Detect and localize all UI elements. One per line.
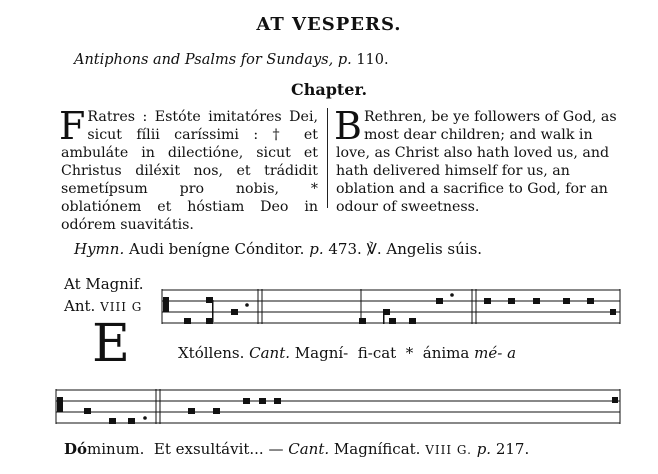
column-divider <box>327 108 328 208</box>
antiphon-ant: Ant. <box>64 297 96 315</box>
lyrics2-page: 217. <box>495 440 530 458</box>
lyrics1-cant: Cant. <box>249 344 291 362</box>
hymn-line <box>74 240 482 258</box>
versicle-text: Angelis súis. <box>386 240 483 258</box>
lyrics2-bold: Dó <box>64 440 88 458</box>
lyrics1-italic: mé- a <box>474 344 517 362</box>
lyrics2-cant: Cant. <box>288 440 330 458</box>
lyrics2-text2: Magníficat. <box>333 440 421 458</box>
english-dropcap: B <box>334 104 362 148</box>
lyrics1-text1: Xtóllens. <box>178 344 245 362</box>
antiphon-initial: E <box>92 314 130 374</box>
antiphon-lyrics-line1 <box>178 344 516 362</box>
lyrics1-text2: Magní- fi-cat * ánima <box>294 344 470 362</box>
hymn-label: Hymn. <box>74 240 125 258</box>
hymn-text: Audi benígne Cónditor. <box>129 240 305 258</box>
subtitle <box>74 52 389 68</box>
page-title: AT VESPERS. <box>256 14 402 35</box>
subtitle-text: Antiphons and Psalms for Sundays, <box>74 52 334 68</box>
english-column <box>334 104 624 216</box>
hymn-page: 473. <box>328 240 362 258</box>
versicle-symbol: ℣. <box>366 240 382 258</box>
lyrics2-mode: VIII G. <box>425 443 472 457</box>
hymn-page-prefix: p. <box>309 240 324 258</box>
antiphon-label-magnif: At Magnif. <box>64 275 144 293</box>
lyrics2-page-prefix: p. <box>476 440 492 458</box>
english-text: Rethren, be ye followers of God, as most dear children; and walk in love, as Christ also hath loved us, and hath delivered himself for us, an oblation and a sacrifice to God, for an odour of sweetness. <box>336 109 617 215</box>
subtitle-page-prefix: p. <box>337 52 352 68</box>
lyrics2-text1: minum. Et exsultávit... — <box>87 440 284 458</box>
antiphon-lyrics-line2 <box>64 440 529 458</box>
latin-dropcap: F <box>59 104 86 148</box>
chapter-heading: Chapter. <box>290 80 368 99</box>
antiphon-label-ant <box>64 297 142 315</box>
subtitle-page: 110. <box>356 52 389 68</box>
latin-column <box>59 104 318 234</box>
latin-text: Ratres : Estóte imitatóres Dei, sicut fílii caríssimi : † et ambuláte in dilectióne, sicut et Christus diléxit nos, et trádidit semetípsum pro nobis, * oblatiónem et hóstiam Deo in odórem suavitátis. <box>61 109 318 233</box>
antiphon-mode: VIII G <box>100 300 143 314</box>
